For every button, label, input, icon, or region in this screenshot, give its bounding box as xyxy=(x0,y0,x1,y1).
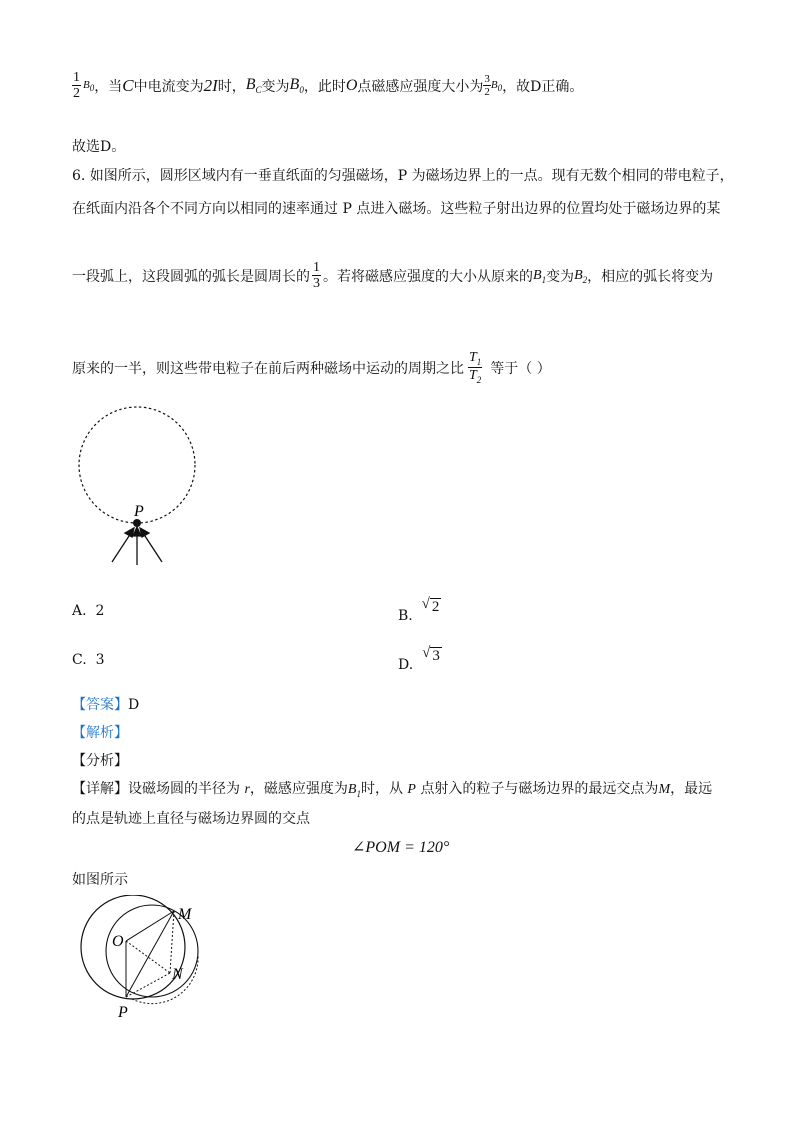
arrow-left xyxy=(112,533,131,562)
question-6-line-1: 6. 如图所示，圆形区域内有一垂直纸面的匀强磁场，P 为磁场边界上的一点。现有无数个相同的带电粒子， xyxy=(72,168,734,184)
text: 点磁感应强度大小为 xyxy=(357,79,484,95)
text: ，当 xyxy=(94,79,123,95)
option-d[interactable]: D. √ 3 xyxy=(398,645,440,673)
fraction-one-half: $\frac{1}{2}$ xyxy=(73,70,80,101)
label-p: P xyxy=(118,1004,128,1021)
text: 中电流变为 xyxy=(133,79,204,95)
b2-symbol: $B_2$ xyxy=(574,267,588,285)
label-n: N xyxy=(172,966,183,983)
text: 时， xyxy=(217,79,246,95)
magnetic-field-circle-figure xyxy=(70,405,210,575)
detail-line-1: 【详解】设磁场圆的半径为 r，磁感应强度为$B_1$时，从 P 点射入的粒子与磁场边界的最远交点为M，最远 xyxy=(72,781,713,799)
text: ，故D正确。 xyxy=(502,79,584,95)
line-mn xyxy=(170,911,174,973)
option-c[interactable]: C. 3 xyxy=(72,652,105,668)
analysis-tag: 【解析】 xyxy=(72,725,128,741)
var-2i: 2I xyxy=(203,76,218,95)
text: 变为 xyxy=(261,79,290,95)
b0-symbol: $B_0$ xyxy=(289,76,304,96)
sqrt-3: √ 3 xyxy=(422,645,440,664)
field-circle xyxy=(81,895,185,999)
answer-row: 【答案】D xyxy=(72,697,140,713)
question-6-line-3: 一段弧上，这段圆弧的弧长是圆周长的 $\frac{1}{3}$ 。若将磁感应强度的大小从原来的 $B_1$ 变为 $B_2$ ，相应的弧长将变为 xyxy=(72,260,714,291)
b1-symbol: $B_1$ xyxy=(533,267,547,285)
option-a[interactable]: A. 2 xyxy=(72,603,105,619)
question-6-line-2: 在纸面内沿各个不同方向以相同的速率通过 P 点进入磁场。这些粒子射出边界的位置均处于磁场边界的某 xyxy=(72,201,721,217)
line-pm xyxy=(126,911,174,997)
detail-line-2: 的点是轨迹上直径与磁场边界圆的交点 xyxy=(72,811,310,827)
line-om xyxy=(126,911,174,941)
option-b[interactable]: B. √ 2 xyxy=(398,596,440,624)
label-p: P xyxy=(134,503,144,520)
b0-symbol: $B_0$ xyxy=(490,78,503,94)
fraction-one-third: $\frac{1}{3}$ xyxy=(313,260,320,291)
sqrt-2: √ 2 xyxy=(421,596,440,615)
select-d-text: 故选D。 xyxy=(72,139,126,155)
text: ，此时 xyxy=(303,79,346,95)
bc-symbol: $B_C$ xyxy=(245,76,262,96)
b0-symbol: $B_0$ xyxy=(83,78,95,94)
incoming-arrows xyxy=(112,527,162,565)
arrow-right-head xyxy=(140,528,149,537)
arrow-right xyxy=(143,533,162,562)
solution-line-1 xyxy=(72,68,583,104)
var-o: O xyxy=(345,77,358,94)
fenxi-tag: 【分析】 xyxy=(72,753,128,769)
fraction-three-halves: $\frac{3}{2}$ xyxy=(484,73,490,98)
angle-formula: ∠POM = 120° xyxy=(352,839,450,856)
label-m: M xyxy=(178,906,192,923)
as-shown-text: 如图所示 xyxy=(72,872,128,888)
label-o: O xyxy=(112,933,124,950)
var-c: C xyxy=(122,76,134,95)
fraction-t1-over-t2: $\frac{T_1}{T_2}$ xyxy=(469,350,482,385)
trajectory-figure xyxy=(70,895,210,1025)
question-6-line-4: 原来的一半，则这些带电粒子在前后两种磁场中运动的周期之比 $\frac{T_1}{T_2}$ 等于（ ） xyxy=(72,350,551,385)
